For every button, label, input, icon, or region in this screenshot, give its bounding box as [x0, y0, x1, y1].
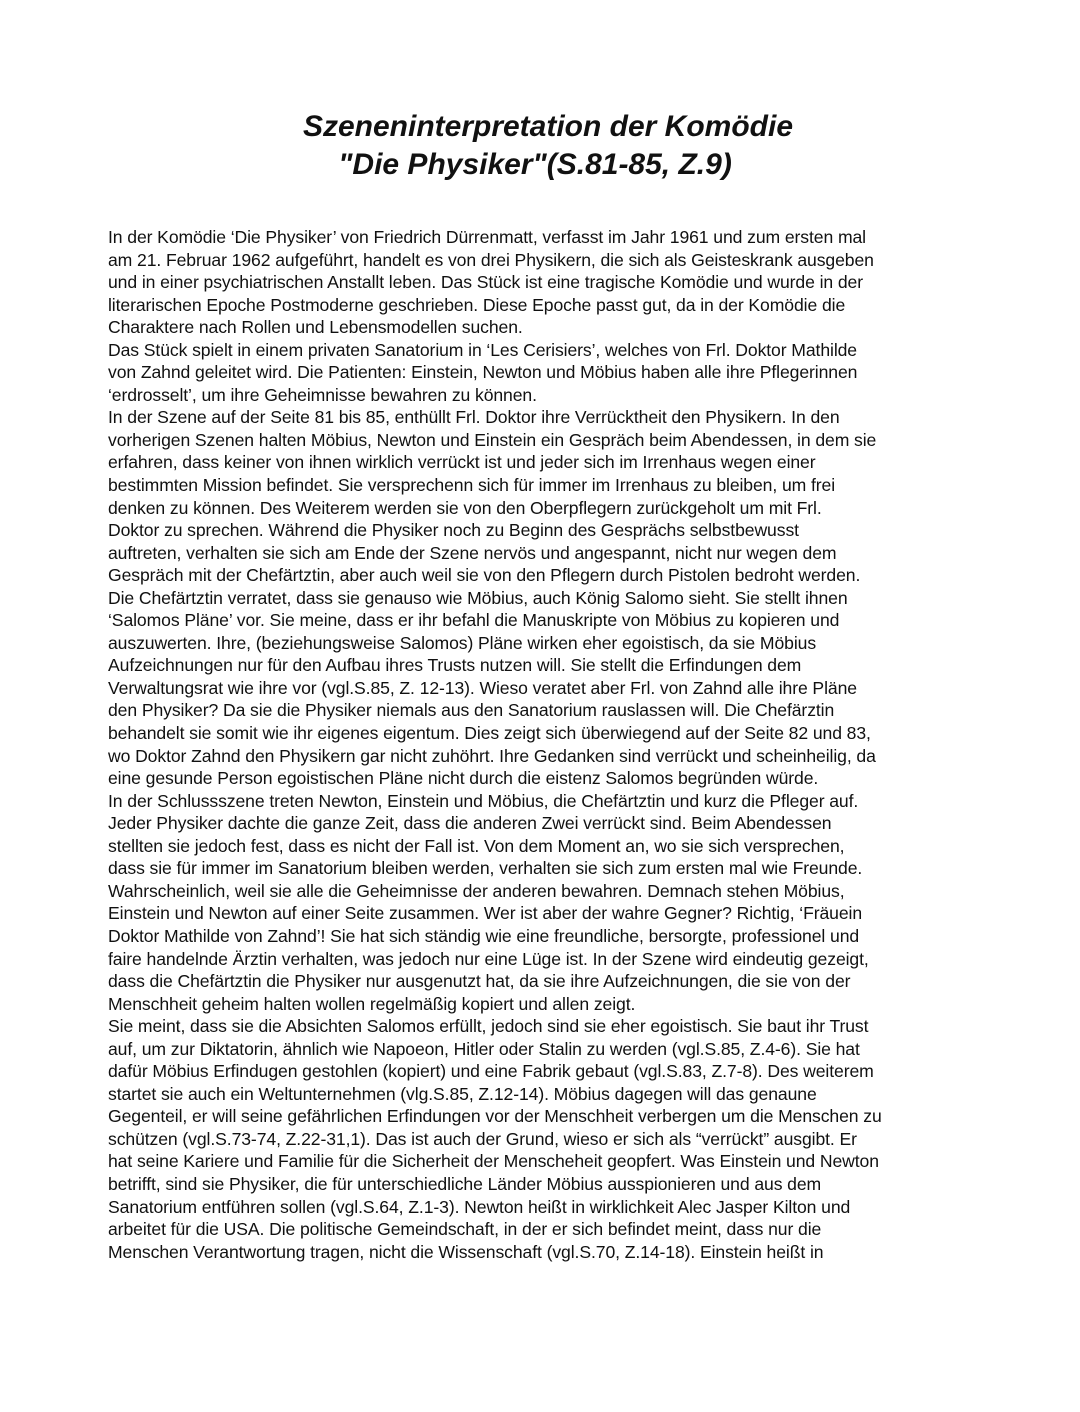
text-line: Menschen Verantwortung tragen, nicht die Wissenschaft (vgl.S.70, Z.14-18). Einstein heißt in: [108, 1241, 824, 1262]
text-line: auszuwerten. Ihre, (beziehungsweise Salomos) Pläne wirken eher egoistisch, da sie Möbius: [108, 632, 817, 653]
text-line: Doktor zu sprechen. Während die Physiker noch zu Beginn des Gesprächs selbstbewusst: [108, 520, 799, 541]
text-line: den Physiker? Da sie die Physiker niemals aus den Sanatorium rauslassen will. Die Chefärztin: [108, 700, 835, 721]
text-line: Doktor Mathilde von Zahnd’! Sie hat sich ständig wie eine freundliche, bersorgte, professionel und: [108, 925, 860, 946]
text-line: und in einer psychiatrischen Anstallt leben. Das Stück ist eine tragische Komödie und wurde in der: [108, 272, 863, 293]
text-line: arbeitet für die USA. Die politische Gemeindschaft, in der er sich befindet meint, dass nur die: [108, 1219, 822, 1240]
text-line: wo Doktor Zahnd den Physikern gar nicht zuhöhrt. Ihre Gedanken sind verrückt und scheinheilig, da: [108, 745, 876, 766]
text-line: auf, um zur Diktatorin, ähnlich wie Napoeon, Hitler oder Stalin zu werden (vgl.S.85, Z.4-6). Sie hat: [108, 1038, 860, 1059]
text-line: hat seine Kariere und Familie für die Sicherheit der Menscheheit geopfert. Was Einstein und Newton: [108, 1151, 879, 1172]
text-line: Die Chefärtztin verratet, dass sie genauso wie Möbius, auch König Salomo sieht. Sie stellt ihnen: [108, 587, 848, 608]
text-line: In der Szene auf der Seite 81 bis 85, enthüllt Frl. Doktor ihre Verrücktheit den Physikern. In den: [108, 407, 840, 428]
text-line: von Zahnd geleitet wird. Die Patienten: Einstein, Newton und Möbius haben alle ihre Pflegerinnen: [108, 362, 858, 383]
text-line: am 21. Februar 1962 aufgeführt, handelt es von drei Physikern, die sich als Geisteskrank ausgeben: [108, 249, 874, 270]
text-line: Menschheit geheim halten wollen regelmäßig kopiert und allen zeigt.: [108, 993, 636, 1014]
text-line: Sie meint, dass sie die Absichten Salomos erfüllt, jedoch sind sie eher egoistisch. Sie baut ihr Trust: [108, 1016, 869, 1037]
text-line: eine gesunde Person egoistischen Pläne nicht durch die eistenz Salomos begründen würde.: [108, 768, 819, 789]
text-line: Das Stück spielt in einem privaten Sanatorium in ‘Les Cerisiers’, welches von Frl. Doktor Mathilde: [108, 339, 857, 360]
text-line: literarischen Epoche Postmoderne geschrieben. Diese Epoche passt gut, da in der Komödie die: [108, 294, 846, 315]
text-line: faire handelnde Ärztin verhalten, was jedoch nur eine Lüge ist. In der Szene wird eindeutig gezeigt,: [108, 948, 869, 969]
text-line: Wahrscheinlich, weil sie alle die Geheimnisse der anderen bewahren. Demnach stehen Möbius,: [108, 880, 845, 901]
text-line: ‘erdrosselt’, um ihre Geheimnisse bewahren zu können.: [108, 384, 537, 405]
text-line: bestimmten Mission befindet. Sie versprechenn sich für immer im Irrenhaus zu bleiben, um frei: [108, 475, 836, 496]
text-line: In der Komödie ‘Die Physiker’ von Friedrich Dürrenmatt, verfasst im Jahr 1961 und zum ersten mal: [108, 227, 866, 247]
text-line: auftreten, verhalten sie sich am Ende der Szene nervös und angespannt, nicht nur wegen dem: [108, 542, 837, 563]
text-line: Verwaltungsrat wie ihre vor (vgl.S.85, Z. 12-13). Wieso veratet aber Frl. von Zahnd alle ihre Pläne: [108, 677, 857, 698]
text-line: startet sie auch ein Weltunternehmen (vlg.S.85, Z.12-14). Möbius dagegen will das genaune: [108, 1083, 817, 1104]
text-line: behandelt sie somit wie ihr eigenes eigentum. Dies zeigt sich überwiegend auf der Seite 82 und 83,: [108, 723, 871, 744]
text-line: stellten sie jedoch fest, dass es nicht der Fall ist. Von dem Moment an, wo sie sich versprechen,: [108, 835, 845, 856]
document-title-line-1: Szeneninterpretation der Komödie: [302, 110, 794, 143]
text-line: ‘Salomos Pläne’ vor. Sie meine, dass er ihr befahl die Manuskripte von Möbius zu kopieren und: [108, 610, 840, 631]
text-line: Charaktere nach Rollen und Lebensmodellen suchen.: [108, 317, 523, 338]
text-line: Gespräch mit der Chefärtztin, aber auch weil sie von den Pflegern durch Pistolen bedroht werden.: [108, 565, 861, 586]
text-line: schützen (vgl.S.73-74, Z.22-31,1). Das ist auch der Grund, wieso er sich als “verrückt” ausgibt. Er: [108, 1128, 857, 1149]
text-line: Einstein und Newton auf einer Seite zusammen. Wer ist aber der wahre Gegner? Richtig, ‘Fräuein: [108, 903, 863, 924]
document-title-line-2: "Die Physiker"(S.81-85, Z.9): [338, 148, 732, 181]
text-line: denken zu können. Des Weiterem werden sie von den Oberpflegern zurückgeholt um mit Frl.: [108, 497, 822, 518]
text-line: Jeder Physiker dachte die ganze Zeit, dass die anderen Zwei verrückt sind. Beim Abendessen: [108, 813, 832, 834]
text-line: Gegenteil, er will seine gefährlichen Erfindungen vor der Menschheit verbergen um die Menschen zu: [108, 1106, 882, 1127]
text-line: dass die Chefärtztin die Physiker nur ausgenutzt hat, da sie ihre Aufzeichnungen, die sie von der: [108, 971, 851, 992]
text-line: Aufzeichnungen nur für den Aufbau ihres Trusts nutzen will. Sie stellt die Erfindungen dem: [108, 655, 802, 676]
text-line: erfahren, dass keiner von ihnen wirklich verrückt ist und jeder sich im Irrenhaus wegen einer: [108, 452, 816, 473]
body-text: [108, 226, 988, 1263]
text-line: dass sie für immer im Sanatorium bleiben werden, verhalten sie sich zum ersten mal wie Freunde.: [108, 858, 863, 879]
text-line: dafür Möbius Erfindugen gestohlen (kopiert) und eine Fabrik gebaut (vgl.S.83, Z.7-8). Des weiterem: [108, 1061, 874, 1082]
text-line: Sanatorium entführen sollen (vgl.S.64, Z.1-3). Newton heißt in wirklichkeit Alec Jasper Kilton und: [108, 1196, 851, 1217]
text-line: vorherigen Szenen halten Möbius, Newton und Einstein ein Gespräch beim Abendessen, in dem sie: [108, 429, 877, 450]
text-line: betrifft, sind sie Physiker, die für unterschiedliche Länder Möbius ausspionieren und aus dem: [108, 1173, 822, 1194]
text-line: In der Schlussszene treten Newton, Einstein und Möbius, die Chefärtztin und kurz die Pfleger auf.: [108, 790, 859, 811]
